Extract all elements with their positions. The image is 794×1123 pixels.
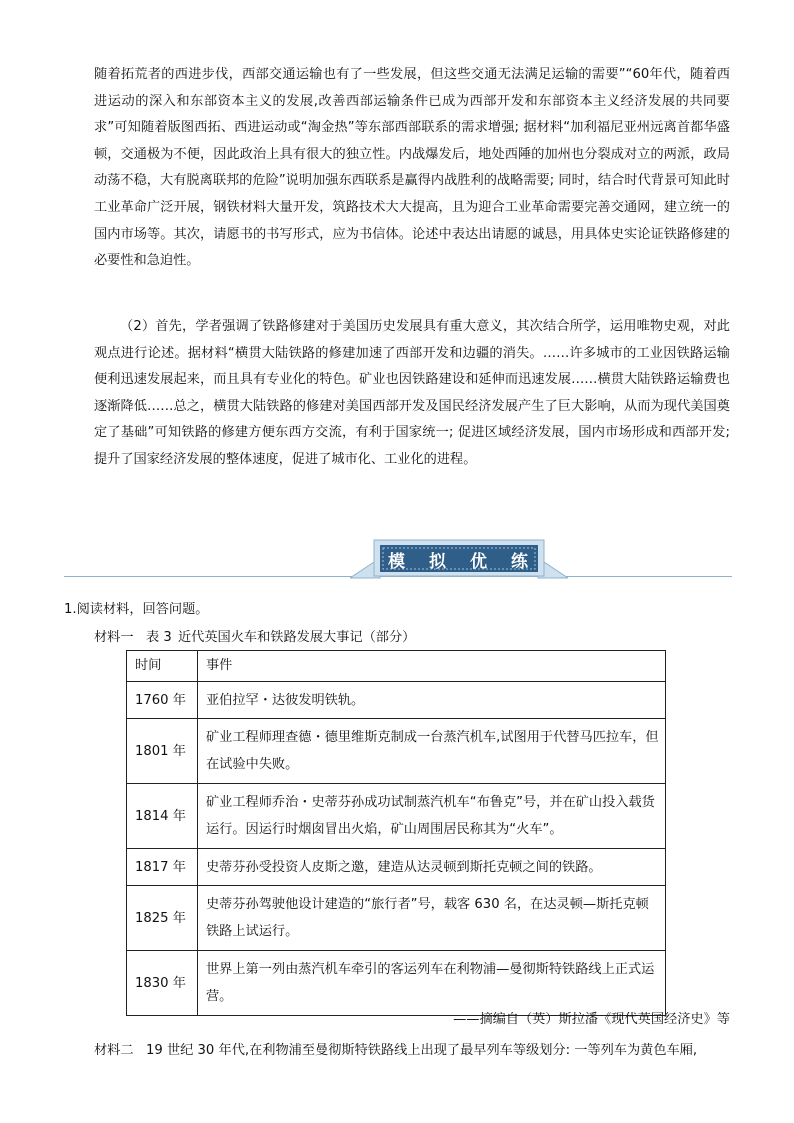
row-event: 亚伯拉罕・达彼发明铁轨。 <box>198 682 666 719</box>
header-event: 事件 <box>198 651 666 682</box>
row-year: 1817 年 <box>127 849 198 886</box>
table-header-row <box>127 651 666 682</box>
table-caption <box>94 626 415 645</box>
caption-material: 材料一 <box>94 630 134 645</box>
table-row <box>127 951 666 1016</box>
table-row <box>127 719 666 784</box>
row-event: 世界上第一列由蒸汽机车牵引的客运列车在利物浦—曼彻斯特铁路线上正式运营。 <box>198 951 666 1016</box>
row-year: 1801 年 <box>127 719 198 784</box>
answer-paragraph-1: 随着拓荒者的西进步伐，西部交通运输也有了一些发展，但这些交通无法满足运输的需要”“60年代，随着西进运动的深入和东部资本主义的发展,改善西部运输条件已成为西部开发和东部资本主义经济发展的共同要求”可知随着版图西拓、西进运动或“淘金热”等东部西部联系的需求增强; 据材料“加利福尼亚州远离首都华盛顿，交通极为不便，因此政治上具有很大的独立性。内战爆发后，地处西陲的加州也分裂成对立的两派，政局动荡不稳，大有脱离联邦的危险”说明加强东西联系是赢得内战胜利的战略需要; 同时，结合时代背景可知此时工业革命广泛开展，钢铁材料大量开发，筑路技术大大提高，且为迎合工业革命需要完善交通网，建立统一的国内市场等。其次，请愿书的书写形式，应为书信体。论述中表达出请愿的诚恳，用具体史实论证铁路修建的必要性和急迫性。 <box>94 67 730 269</box>
question-stem: 1.阅读材料，回答问题。 <box>64 602 209 617</box>
banner-char: 拟 <box>429 551 446 572</box>
material-two-text: 19 世纪 30 年代,在利物浦至曼彻斯特铁路线上出现了最早列车等级划分: 一等列车为黄色车厢, <box>146 1043 698 1058</box>
row-event: 史蒂芬孙受投资人皮斯之邀，建造从达灵顿到斯托克顿之间的铁路。 <box>198 849 666 886</box>
events-table <box>126 650 666 1016</box>
row-event: 史蒂芬孙驾驶他设计建造的“旅行者”号，载客 630 名，在达灵顿—斯托克顿铁路上试运行。 <box>198 886 666 951</box>
caption-table-no: 表 3 <box>146 630 172 645</box>
row-event: 矿业工程师乔治・史蒂芬孙成功试制蒸汽机车“布鲁克”号，并在矿山投入载货运行。因运行时烟囱冒出火焰，矿山周围居民称其为“火车”。 <box>198 784 666 849</box>
banner-title <box>380 546 536 572</box>
material-two <box>94 1039 730 1058</box>
table-source: ——摘编自（英）斯拉潘《现代英国经济史》等 <box>453 1012 730 1027</box>
banner-char: 练 <box>511 551 528 572</box>
row-year: 1830 年 <box>127 951 198 1016</box>
table-row <box>127 849 666 886</box>
row-year: 1760 年 <box>127 682 198 719</box>
table-row <box>127 784 666 849</box>
header-time: 时间 <box>127 651 198 682</box>
row-event: 矿业工程师理查德・德里维斯克制成一台蒸汽机车,试图用于代替马匹拉车，但在试验中失败。 <box>198 719 666 784</box>
answer-paragraph-2: （2）首先，学者强调了铁路修建对于美国历史发展具有重大意义，其次结合所学，运用唯物史观，对此观点进行论述。据材料“横贯大陆铁路的修建加速了西部开发和边疆的消失。……许多城市的工业因铁路运输便利迅速发展起来，而且具有专业化的特色。矿业也因铁路建设和延伸而迅速发展……横贯大陆铁路运输费也逐渐降低……总之，横贯大陆铁路的修建对美国西部开发及国民经济发展产生了巨大影响，从而为现代美国奠定了基础”可知铁路的修建方便东西方交流，有利于国家统一; 促进区域经济发展，国内市场形成和西部开发; 提升了国家经济发展的整体速度，促进了城市化、工业化的进程。 <box>94 319 730 467</box>
banner-char: 优 <box>470 551 487 572</box>
material-two-label: 材料二 <box>94 1043 134 1058</box>
section-banner <box>64 536 732 582</box>
table-row <box>127 682 666 719</box>
table-row <box>127 886 666 951</box>
row-year: 1825 年 <box>127 886 198 951</box>
banner-char: 模 <box>388 551 405 572</box>
row-year: 1814 年 <box>127 784 198 849</box>
caption-title: 近代英国火车和铁路发展大事记（部分） <box>178 630 416 645</box>
